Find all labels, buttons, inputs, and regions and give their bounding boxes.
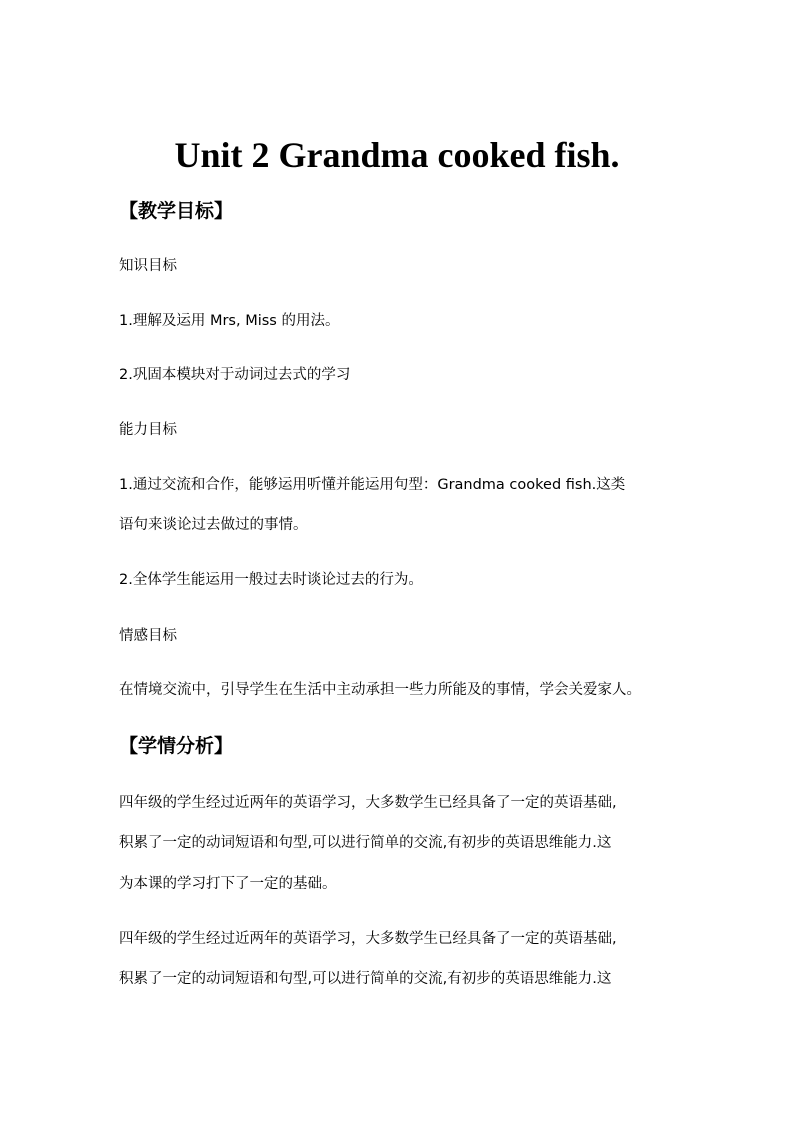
- analysis-paragraph-line: 积累了一定的动词短语和句型,可以进行简单的交流,有初步的英语思维能力.这: [119, 835, 612, 851]
- knowledge-label: 知识目标: [119, 258, 177, 274]
- ability-item: 2.全体学生能运用一般过去时谈论过去的行为。: [119, 572, 423, 588]
- objectives-heading: 【教学目标】: [119, 200, 234, 222]
- analysis-heading: 【学情分析】: [119, 735, 234, 757]
- ability-item: 语句来谈论过去做过的事情。: [119, 517, 308, 533]
- emotion-item: 在情境交流中，引导学生在生活中主动承担一些力所能及的事情，学会关爱家人。: [119, 682, 641, 698]
- knowledge-item: 2.巩固本模块对于动词过去式的学习: [119, 367, 351, 383]
- document-title: Unit 2 Grandma cooked fish.: [174, 135, 620, 175]
- analysis-paragraph-line: 积累了一定的动词短语和句型,可以进行简单的交流,有初步的英语思维能力.这: [119, 971, 612, 987]
- ability-label: 能力目标: [119, 422, 177, 438]
- ability-item: 1.通过交流和合作，能够运用听懂并能运用句型：Grandma cooked fish.这类: [119, 477, 626, 493]
- emotion-label: 情感目标: [119, 628, 177, 644]
- knowledge-item: 1.理解及运用 Mrs, Miss 的用法。: [119, 313, 340, 329]
- analysis-paragraph-line: 为本课的学习打下了一定的基础。: [119, 876, 337, 892]
- analysis-paragraph-line: 四年级的学生经过近两年的英语学习，大多数学生已经具备了一定的英语基础,: [119, 795, 617, 811]
- analysis-paragraph-line: 四年级的学生经过近两年的英语学习，大多数学生已经具备了一定的英语基础,: [119, 931, 617, 947]
